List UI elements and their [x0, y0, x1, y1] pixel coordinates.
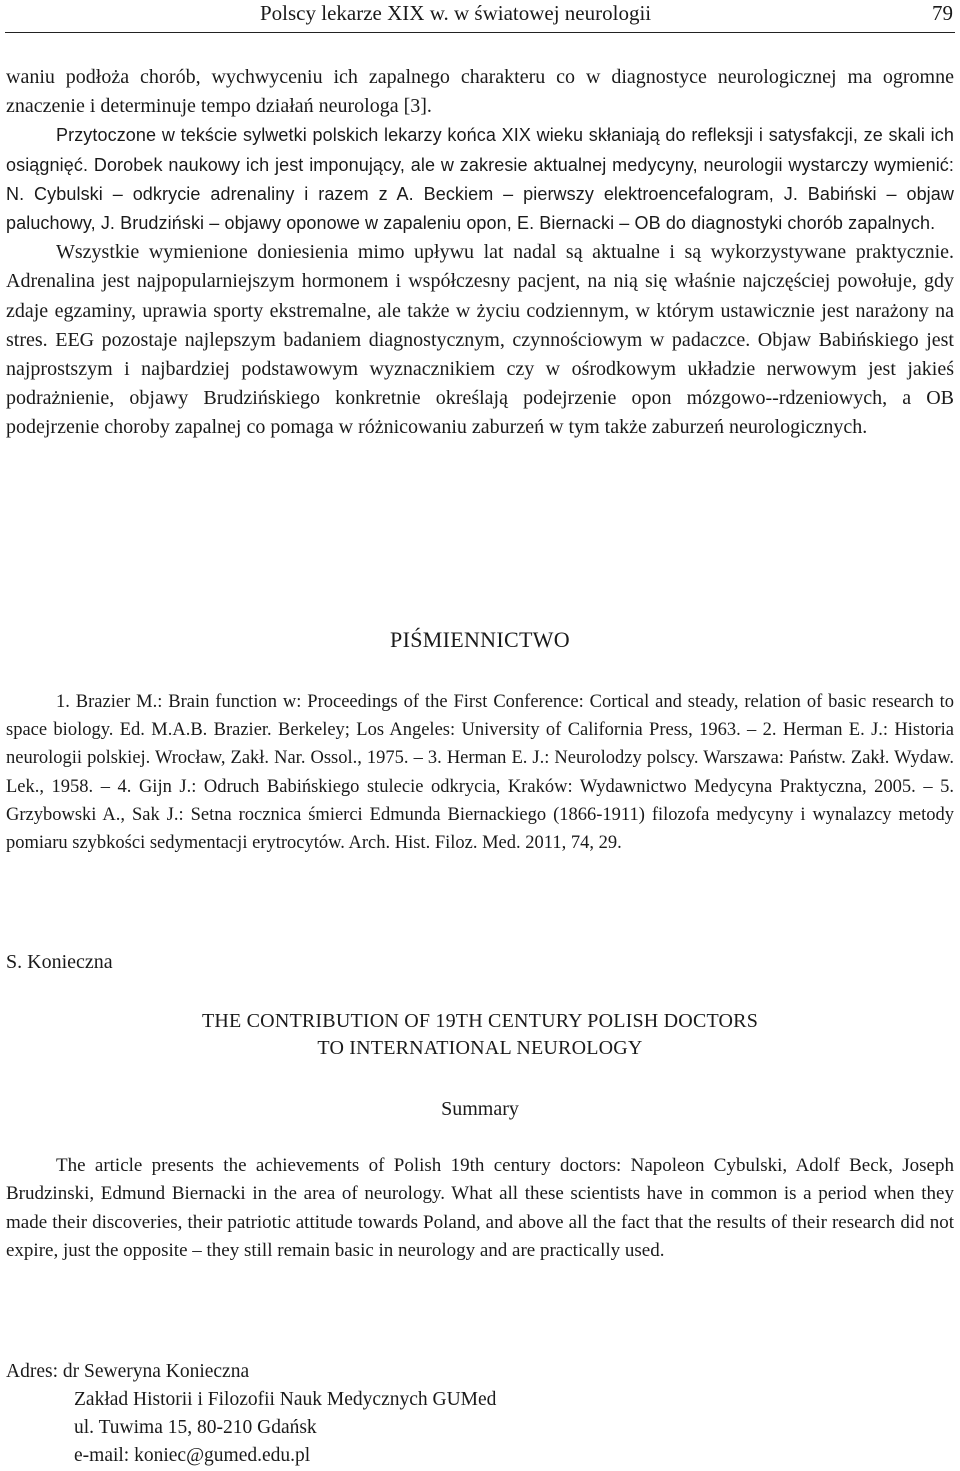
page-header: [0, 0, 960, 34]
summary-text: The article presents the achievements of Polish 19th century doctors: Napoleon Cybulski, Adolf Beck, Joseph Brudzinski, Edmund Biernacki in the area of neurology. What all these scientists have in common is a period when they made their discoveries, their patriotic attitude towards Poland, and above all the fact that the results of their research did not expire, just the opposite – they still remain basic in neurology and are practically used.: [6, 1155, 954, 1262]
paragraph-2: Przytoczone w tekście sylwetki polskich lekarzy końca XIX wieku skłaniają do refleksji i satysfakcji, ze skali ich osiągnięć. Dorobek naukowy ich jest imponujący, ale w zakresie aktualnej medycyny, neurologii wystarczy wymienić: N. Cybulski – odkrycie adrenaliny i razem z A. Beckiem – pierwszy elektroencefalogram, J. Babiński – objaw paluchowy, J. Brudziński – objawy oponowe w zapaleniu opon, E. Biernacki – OB do diagnostyki chorób zapalnych.: [6, 125, 954, 234]
references-heading: PIŚMIENNICTWO: [390, 627, 570, 652]
address-line-3: ul. Tuwima 15, 80-210 Gdańsk: [74, 1417, 317, 1438]
english-title-line-1: THE CONTRIBUTION OF 19TH CENTURY POLISH DOCTORS: [201, 1010, 759, 1032]
address-line-2: Zakład Historii i Filozofii Nauk Medycznych GUMed: [74, 1389, 497, 1410]
summary: [6, 1152, 954, 1266]
running-title: Polscy lekarze XIX w. w światowej neurologii: [260, 1, 652, 25]
body-text: [6, 63, 954, 443]
references-list: [6, 688, 954, 857]
paragraph-1: waniu podłoża chorób, wychwyceniu ich zapalnego charakteru co w diagnostyce neurologicznej ma ogromne znaczenie i determinuje tempo działań neurologa [3].: [6, 66, 954, 118]
author-name: S. Konieczna: [6, 951, 113, 973]
address-line-1: Adres: dr Seweryna Konieczna: [6, 1361, 250, 1382]
address-block: [6, 1358, 906, 1470]
english-title: [0, 1008, 960, 1062]
header-rule: [5, 32, 955, 33]
page-number: 79: [932, 1, 953, 25]
summary-heading: Summary: [441, 1098, 519, 1120]
paragraph-3: Wszystkie wymienione doniesienia mimo upływu lat nadal są aktualne i są wykorzystywane praktycznie. Adrenalina jest najpopularniejszym hormonem i współczesny pacjent, na nią się właśnie najczęściej powołuje, gdy zdaje egzaminy, uprawia sporty ekstremalne, ale także w życiu codziennym, w którym ustawicznie jest narażony na stres. EEG pozostaje najlepszym badaniem diagnostycznym, czynnościowym w padaczce. Objaw Babińskiego jest najprostszym i najbardziej podstawowym wyznacznikiem czy w ośrodkowym układzie nerwowym jest jakieś podrażnienie, objawy Brudzińskiego konkretnie określają podejrzenie opon mózgowo--rdzeniowych, a OB podejrzenie choroby zapalnej co pomaga w różnicowaniu zaburzeń w tym także zaburzeń neurologicznych.: [6, 241, 954, 439]
references-text: 1. Brazier M.: Brain function w: Proceedings of the First Conference: Cortical and steady, relation of basic research to space biology. Ed. M.A.B. Brazier. Berkeley; Los Angeles: University of California Press, 1963. – 2. Herman E. J.: Historia neurologii polskiej. Wrocław, Zakł. Nar. Ossol., 1975. – 3. Herman E. J.: Neurolodzy polscy. Warszawa: Państw. Zakł. Wydaw. Lek., 1958. – 4. Gijn J.: Odruch Babińskiego stulecie odkrycia, Kraków: Wydawnictwo Medycyna Praktyczna, 2005. – 5. Grzybowski A., Sak J.: Setna rocznica śmierci Edmunda Biernackiego (1866-1911) filozofa medycyny i wynalazcy metody pomiaru szybkości sedymentacji erytrocytów. Arch. Hist. Filoz. Med. 2011, 74, 29.: [6, 692, 954, 854]
english-title-line-2: TO INTERNATIONAL NEUROLOGY: [317, 1037, 643, 1059]
address-email: e-mail: koniec@gumed.edu.pl: [74, 1445, 311, 1466]
